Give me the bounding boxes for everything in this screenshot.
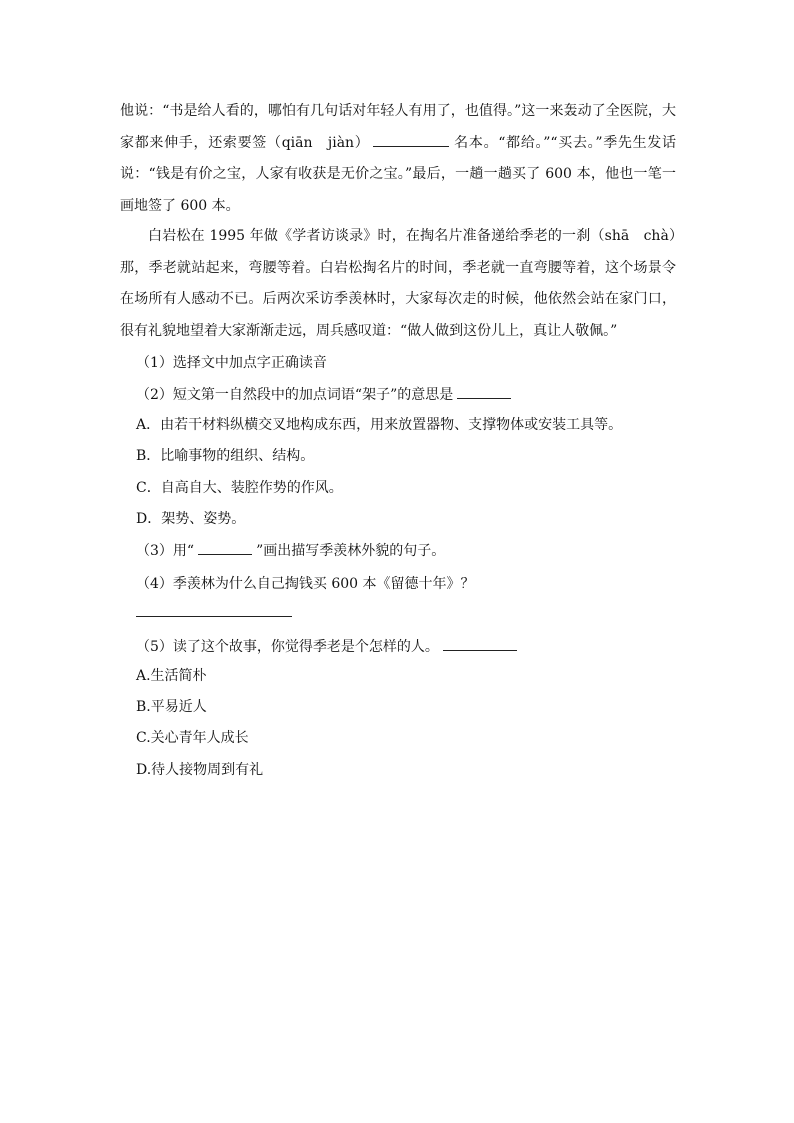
question-text: （5）读了这个故事，你觉得季老是个怎样的人。 bbox=[136, 639, 439, 655]
question-text: ”画出描写季羡林外貌的句子。 bbox=[256, 543, 446, 559]
option-5b[interactable]: B.平易近人 bbox=[136, 699, 207, 715]
question-2 bbox=[136, 384, 515, 405]
passage-text: 名本。“都给。”“买去。”季先生发话说：“钱是有价之宝，人家有收获是无价之宝。”最后，一趟一趟买了 600 本，他也一笔一画地签了 600 本。 bbox=[120, 134, 676, 214]
question-text: （2）短文第一自然段中的加点词语“架子”的意思是 bbox=[136, 387, 454, 403]
question-5 bbox=[136, 636, 521, 657]
question-3 bbox=[136, 540, 445, 561]
underline-sample bbox=[198, 540, 252, 555]
passage-paragraph-1 bbox=[120, 96, 676, 222]
passage-paragraph-2: 白岩松在 1995 年做《学者访谈录》时，在掏名片准备递给季老的一刹（shā chà）那，季老就站起来，弯腰等着。白岩松掏名片的时间，季老就一直弯腰等着，这个场景令在场所有人感动不已。后两次采访季羡林时，大家每次走的时候，他依然会站在家门口，很有礼貌地望着大家渐渐走远，周兵感叹道：“做人做到这份儿上，真让人敬佩。” bbox=[120, 228, 676, 339]
option-5a[interactable]: A.生活简朴 bbox=[136, 668, 207, 684]
question-1: （1）选择文中加点字正确读音 bbox=[136, 355, 327, 371]
option-5c[interactable]: C.关心青年人成长 bbox=[136, 730, 249, 746]
passage-text: 他说：“书是给人看的，哪怕有几句话对年轻人有用了，也值得。”这一来轰动了全医院，大家都来伸手，还索要签（qiān jiàn） bbox=[120, 103, 676, 151]
option-2c[interactable]: C．自高自大、装腔作势的作风。 bbox=[136, 480, 343, 496]
option-2b[interactable]: B．比喻事物的组织、结构。 bbox=[136, 448, 315, 464]
question-4: （4）季羡林为什么自己掏钱买 600 本《留德十年》？ bbox=[136, 576, 475, 592]
fill-blank[interactable] bbox=[373, 132, 449, 147]
answer-blank[interactable] bbox=[457, 384, 511, 399]
answer-blank[interactable] bbox=[443, 636, 517, 651]
option-2d[interactable]: D．架势、姿势。 bbox=[136, 511, 246, 527]
question-text: （3）用“ bbox=[136, 543, 195, 559]
option-2a[interactable]: A．由若干材料纵横交叉地构成东西，用来放置器物、支撑物体或安装工具等。 bbox=[136, 417, 623, 433]
answer-line[interactable] bbox=[136, 616, 292, 617]
option-5d[interactable]: D.待人接物周到有礼 bbox=[136, 762, 264, 778]
